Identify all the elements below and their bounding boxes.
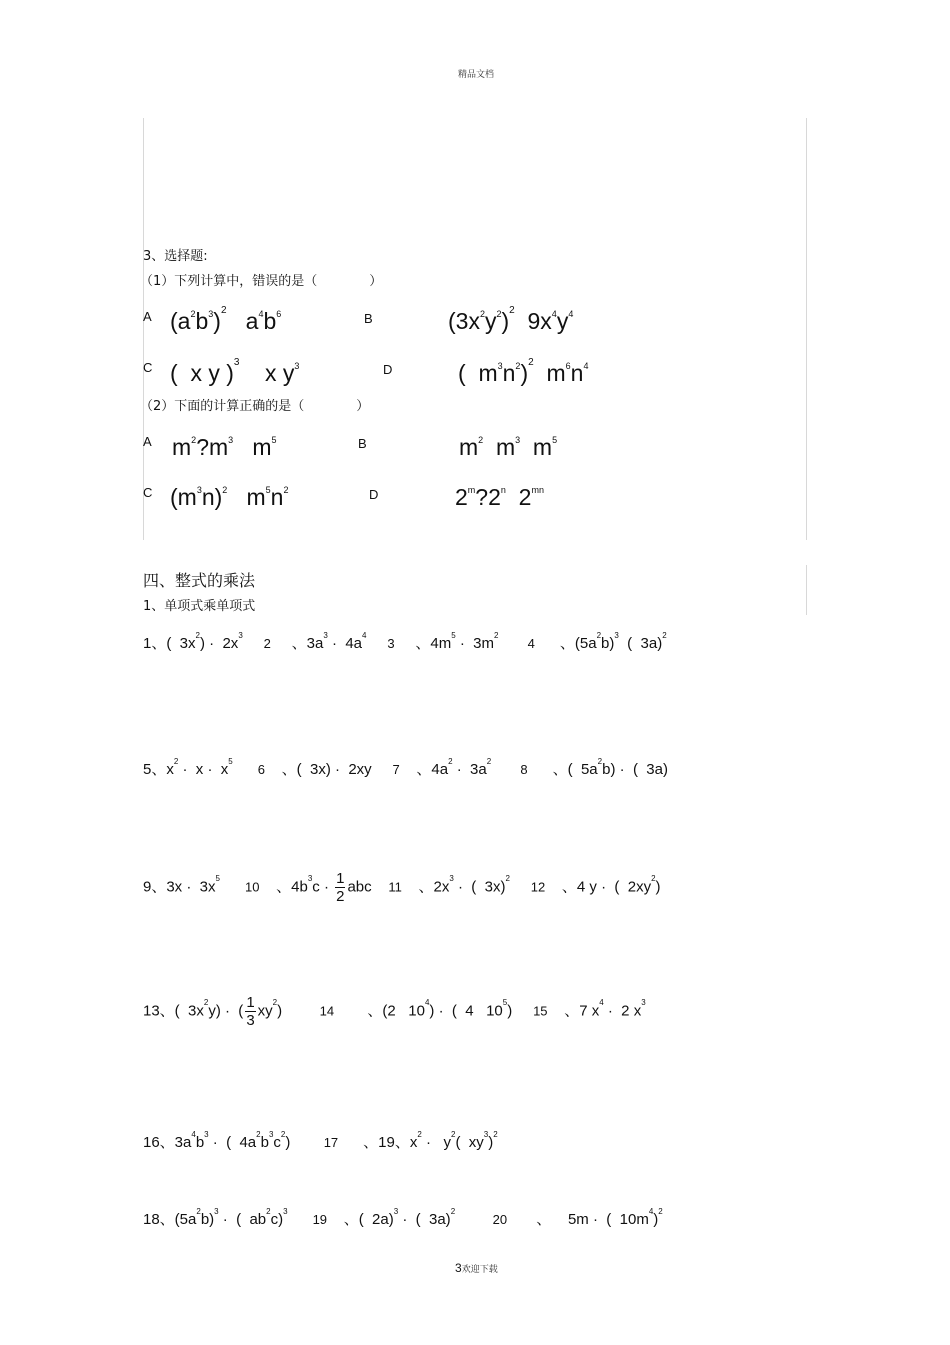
problems-row-5: 16、$3a^4b^3$ · ( $4a^2b^3c^2$) 17 、19、$x^2 \cdot y^2$( $xy^3)^2$ — [143, 1130, 498, 1151]
problems-row-2: 5、$x^2 \cdot x \cdot x^5$ 6 、( 3x) · 2xy 7 、$4a^2 \cdot 3a^2$ 8 、( $5a^2b$) · ( 3a) — [143, 757, 668, 778]
page-number: 3 — [455, 1261, 462, 1275]
q2-option-c-expression: $(m^3n)^2$ $m^5n^2$ — [170, 484, 289, 510]
q2-option-d-label: D — [369, 487, 379, 502]
q2-option-a-expression: $m^2?m^3$ $m^5$ — [172, 434, 277, 460]
right-border-line — [806, 118, 807, 540]
problems-row-4: 13、( $3x^2y$) · ( $\frac{1}{3}$ $xy^2$) 14 、(2 $10^4$) · ( 4 $10^5$) 15 、7 $x^4 \cdot 2$ $x^3$ — [143, 994, 646, 1029]
option-a-expression: $(a^2b^3)^2$ $a^4b^6$ — [170, 305, 282, 334]
q2-option-b-expression: $m^2$ $m^3$ $m^5$ — [459, 434, 558, 460]
left-border-line — [143, 118, 144, 540]
option-d-expression: ( $m^3n^2)^2$ $m^6n^4$ — [458, 357, 589, 386]
section-title: 3、选择题: — [143, 249, 208, 264]
option-b-expression: $(3x^2y^2)^2$ $9x^4y^4$ — [448, 305, 574, 334]
section-4-title: 四、整式的乘法 — [143, 571, 256, 590]
q2-option-a-label: A — [143, 434, 152, 449]
footer-text: 欢迎下载 — [461, 1264, 498, 1274]
option-b-label: B — [364, 311, 373, 326]
problems-row-1: 1、( $3x^2) \cdot 2x^3$ 2 、$3a^3 \cdot 4a^4$ 3 、$4m^5 \cdot 3m^2$ 4 、$(5a^2b)^3$ ( 3a)$^2$ — [143, 631, 667, 652]
right-border-line-2 — [806, 565, 807, 615]
option-d-label: D — [383, 362, 393, 377]
section-4-subtitle: 1、单项式乘单项式 — [143, 599, 256, 614]
option-a-label: A — [143, 309, 152, 324]
page-footer — [455, 1261, 498, 1275]
problems-row-3: 9、$3x \cdot 3x^5$ 10 、$4b^3c$ · $\frac{1}{2}$ abc 11 、$2x^3$ · ( 3x)$^2$ 12 、4 y · ( $2xy^2$) — [143, 870, 661, 905]
problems-row-6: 18、$(5a^2b)^3$ · ( $ab^2c)^3$ 19 、( 2a)$^3$ · ( 3a)$^2$ 20 、 5m · ( $10m^4)^2$ — [143, 1207, 663, 1228]
q2-option-c-label: C — [143, 485, 153, 500]
question-2: （2）下面的计算正确的是（ ） — [140, 399, 370, 414]
option-c-label: C — [143, 360, 153, 375]
q2-option-d-expression: 2$^m$?2$^n$ $2^{mn}$ — [455, 484, 544, 510]
question-1: （1）下列计算中，错误的是（ ） — [140, 274, 383, 289]
option-c-expression: ( x y )$^3$ x $y^3$ — [170, 357, 300, 386]
page-header: 精品文档 — [458, 69, 495, 79]
q2-option-b-label: B — [358, 436, 367, 451]
